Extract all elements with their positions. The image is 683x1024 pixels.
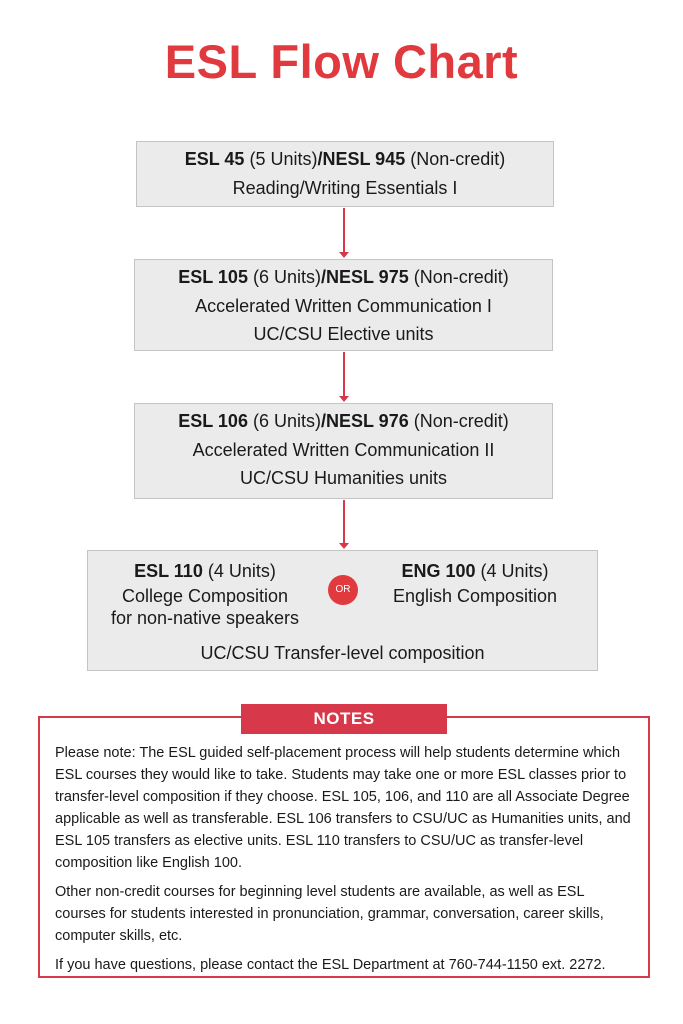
- course-title: College Composition: [121, 586, 289, 606]
- course-code: ESL 106: [178, 411, 248, 431]
- course-separator: /: [320, 411, 326, 431]
- course-alt-code: NESL 945: [322, 149, 406, 169]
- course-heading: [88, 557, 322, 585]
- flow-arrow: [343, 352, 345, 400]
- course-heading: [137, 145, 553, 174]
- notes-paragraph: Please note: The ESL guided self-placement process will help students determine which ESL courses they would like to take. Students may take one or more ESL classes prior to transfer-level composition if they choose. ESL 105, 106, and 110 are all Associate Degree applicable as well as transferable. ESL 106 transfers to CSU/UC as Humanities units, and ESL 105 transfers as elective units. ESL 110 transfers to CSU/UC as transfer-level composition like English 100.: [55, 745, 631, 871]
- course-alt-units: (Non-credit): [410, 149, 506, 169]
- course-box-esl-105: [134, 259, 553, 351]
- course-transfer-info: UC/CSU Humanities units: [239, 468, 448, 488]
- notes-panel: [38, 709, 650, 978]
- course-units: (4 Units): [480, 561, 549, 581]
- or-badge: OR: [328, 575, 358, 605]
- course-code: ESL 45: [184, 149, 245, 169]
- course-units: (5 Units): [249, 149, 318, 169]
- course-separator: /: [317, 149, 323, 169]
- flow-arrow: [343, 500, 345, 547]
- course-transfer-info: UC/CSU Elective units: [253, 324, 434, 344]
- option-esl-110: [88, 557, 322, 629]
- flow-arrow: [343, 208, 345, 256]
- page-title: ESL Flow Chart: [164, 35, 519, 88]
- course-code: ESL 110: [134, 561, 203, 581]
- notes-body: [55, 742, 637, 983]
- course-alt-units: (Non-credit): [413, 411, 509, 431]
- final-options-box: [87, 550, 598, 671]
- course-title: English Composition: [392, 586, 558, 606]
- notes-contact: If you have questions, please contact the ESL Department at 760-744-1150 ext. 2272.: [55, 957, 606, 973]
- course-alt-code: NESL 975: [326, 267, 409, 287]
- course-box-esl-106: [134, 403, 553, 499]
- course-title: Accelerated Written Communication II: [192, 439, 495, 460]
- course-title: Accelerated Written Communication I: [195, 295, 492, 316]
- course-heading: [360, 557, 590, 585]
- course-heading: [135, 263, 552, 292]
- notes-header: NOTES: [241, 704, 447, 734]
- course-subtitle: for non-native speakers: [110, 608, 300, 628]
- option-eng-100: [360, 557, 590, 607]
- course-units: (6 Units): [252, 267, 321, 287]
- course-alt-code: NESL 976: [326, 411, 409, 431]
- course-separator: /: [320, 267, 326, 287]
- course-title: Reading/Writing Essentials I: [232, 177, 458, 198]
- course-units: (4 Units): [207, 561, 276, 581]
- course-code: ESL 105: [178, 267, 248, 287]
- transfer-level-footer: UC/CSU Transfer-level composition: [200, 643, 485, 663]
- notes-paragraph: Other non-credit courses for beginning level students are available, as well as ESL courses for students interested in pronunciation, grammar, conversation, career skills, computer skills, etc.: [55, 884, 604, 944]
- course-heading: [135, 407, 552, 436]
- course-units: (6 Units): [252, 411, 321, 431]
- course-alt-units: (Non-credit): [413, 267, 509, 287]
- course-code: ENG 100: [401, 561, 476, 581]
- course-box-esl-45: [136, 141, 554, 207]
